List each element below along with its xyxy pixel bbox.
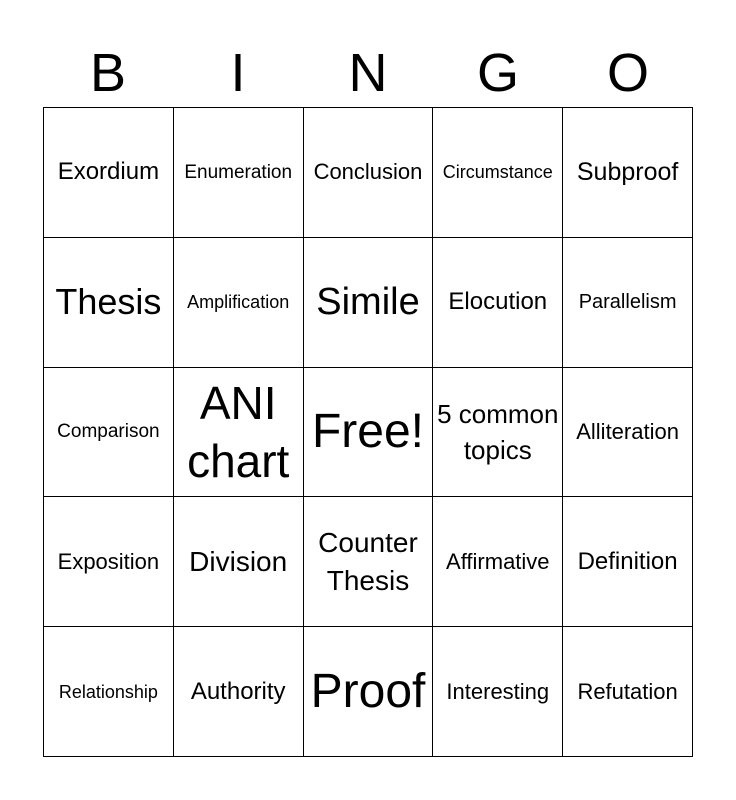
cell-label: Elocution <box>448 288 548 316</box>
cell-label: Conclusion <box>313 159 423 185</box>
cell-label: Comparison <box>57 421 160 443</box>
bingo-cell[interactable] <box>44 497 174 627</box>
cell-label: ANI chart <box>187 376 290 487</box>
cell-label: Exordium <box>57 158 160 186</box>
bingo-cell[interactable] <box>563 497 693 627</box>
bingo-cell[interactable] <box>174 108 304 238</box>
cell-label: Proof <box>310 664 426 718</box>
cell-label: Authority <box>190 677 286 705</box>
bingo-cell[interactable] <box>44 627 174 757</box>
free-space-label: Free! <box>311 404 424 458</box>
bingo-cell[interactable] <box>44 238 174 368</box>
bingo-cell[interactable] <box>304 497 434 627</box>
bingo-header <box>43 40 693 106</box>
bingo-cell[interactable] <box>304 108 434 238</box>
header-letter-g: G <box>476 43 519 103</box>
cell-label: Division <box>189 545 288 577</box>
bingo-cell[interactable] <box>174 497 304 627</box>
cell-label: Amplification <box>187 292 290 313</box>
cell-label: Circumstance <box>442 162 553 183</box>
bingo-cell[interactable] <box>44 368 174 498</box>
cell-label: Subproof <box>576 158 679 187</box>
bingo-cell[interactable] <box>44 108 174 238</box>
bingo-cell[interactable] <box>433 627 563 757</box>
cell-label: Simile <box>316 281 420 324</box>
cell-label: Relationship <box>58 681 158 702</box>
cell-label: Counter Thesis <box>318 526 418 596</box>
bingo-cell[interactable] <box>433 497 563 627</box>
cell-label: Alliteration <box>576 418 679 444</box>
bingo-board <box>43 107 693 757</box>
bingo-cell[interactable] <box>563 627 693 757</box>
bingo-cell[interactable] <box>174 368 304 498</box>
bingo-cell[interactable] <box>433 108 563 238</box>
bingo-cell[interactable] <box>563 108 693 238</box>
cell-label: Affirmative <box>446 548 550 574</box>
bingo-cell[interactable] <box>174 627 304 757</box>
free-space[interactable] <box>304 368 434 498</box>
cell-label: Definition <box>577 547 678 575</box>
header-letter-n: N <box>348 43 388 103</box>
header-letter-b: B <box>89 43 127 103</box>
cell-label: Parallelism <box>578 291 677 314</box>
bingo-cell[interactable] <box>563 238 693 368</box>
header-letter-i: I <box>230 43 246 103</box>
bingo-cell[interactable] <box>304 238 434 368</box>
bingo-cell[interactable] <box>433 238 563 368</box>
bingo-cell[interactable] <box>433 368 563 498</box>
cell-label: Interesting <box>446 678 550 704</box>
cell-label: Refutation <box>577 678 678 704</box>
cell-label: Enumeration <box>184 161 293 183</box>
bingo-cell[interactable] <box>304 627 434 757</box>
bingo-cell[interactable] <box>563 368 693 498</box>
cell-label: 5 common topics <box>437 398 559 465</box>
header-letter-o: O <box>606 43 649 103</box>
cell-label: Exposition <box>57 548 160 574</box>
bingo-cell[interactable] <box>174 238 304 368</box>
cell-label: Thesis <box>55 281 162 323</box>
